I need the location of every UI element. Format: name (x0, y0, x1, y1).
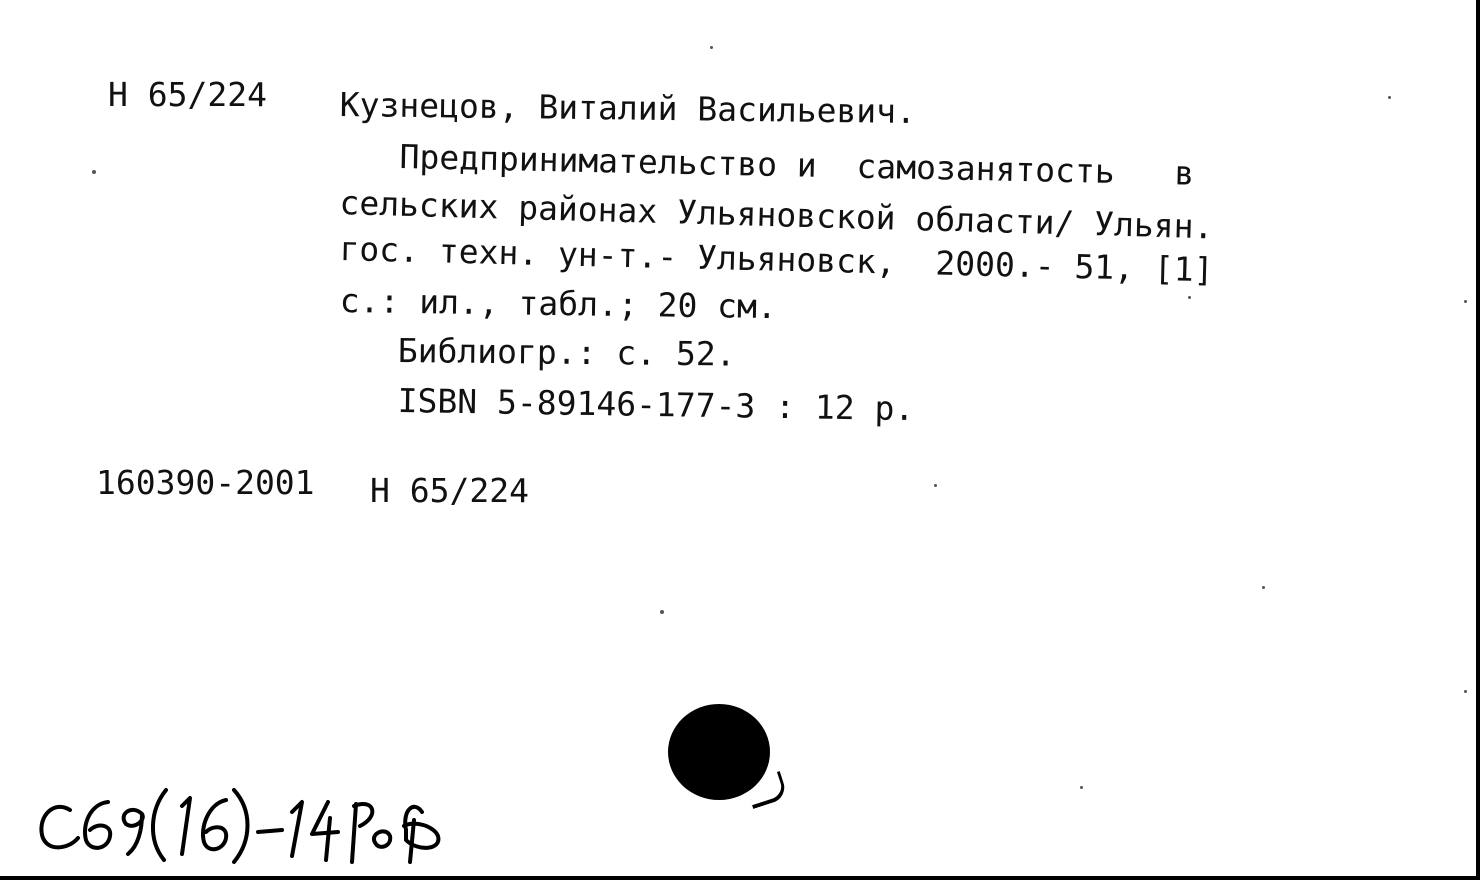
scan-speck (1464, 300, 1467, 303)
accession-number: 160390-2001 (96, 463, 315, 502)
isbn-price: ISBN 5-89146-177-3 : 12 р. (397, 381, 915, 429)
title-line-4: с.: ил., табл.; 20 см. (339, 281, 778, 327)
title-line-2: сельских районах Ульяновской области/ Ульян. (338, 183, 1214, 247)
bibliography-note: Библиогр.: с. 52. (397, 331, 736, 374)
scan-speck (1188, 296, 1191, 299)
handwritten-classification (30, 770, 470, 870)
author-heading: Кузнецов, Виталий Васильевич. (339, 85, 917, 132)
title-line-3: гос. техн. ун-т.- Ульяновск, 2000.- 51, [1] (339, 229, 1214, 290)
scan-speck (92, 170, 96, 174)
scan-speck (1262, 586, 1265, 589)
scan-speck (1080, 786, 1083, 789)
scan-speck (660, 610, 664, 614)
scan-speck (1464, 690, 1467, 693)
call-number-bottom: Н 65/224 (370, 471, 529, 510)
title-line-1: Предпринимательство и самозанятость в (399, 137, 1195, 193)
scan-speck (1388, 96, 1391, 99)
call-number-top: Н 65/224 (108, 75, 267, 114)
scan-speck (710, 46, 713, 49)
scan-speck (934, 484, 937, 487)
